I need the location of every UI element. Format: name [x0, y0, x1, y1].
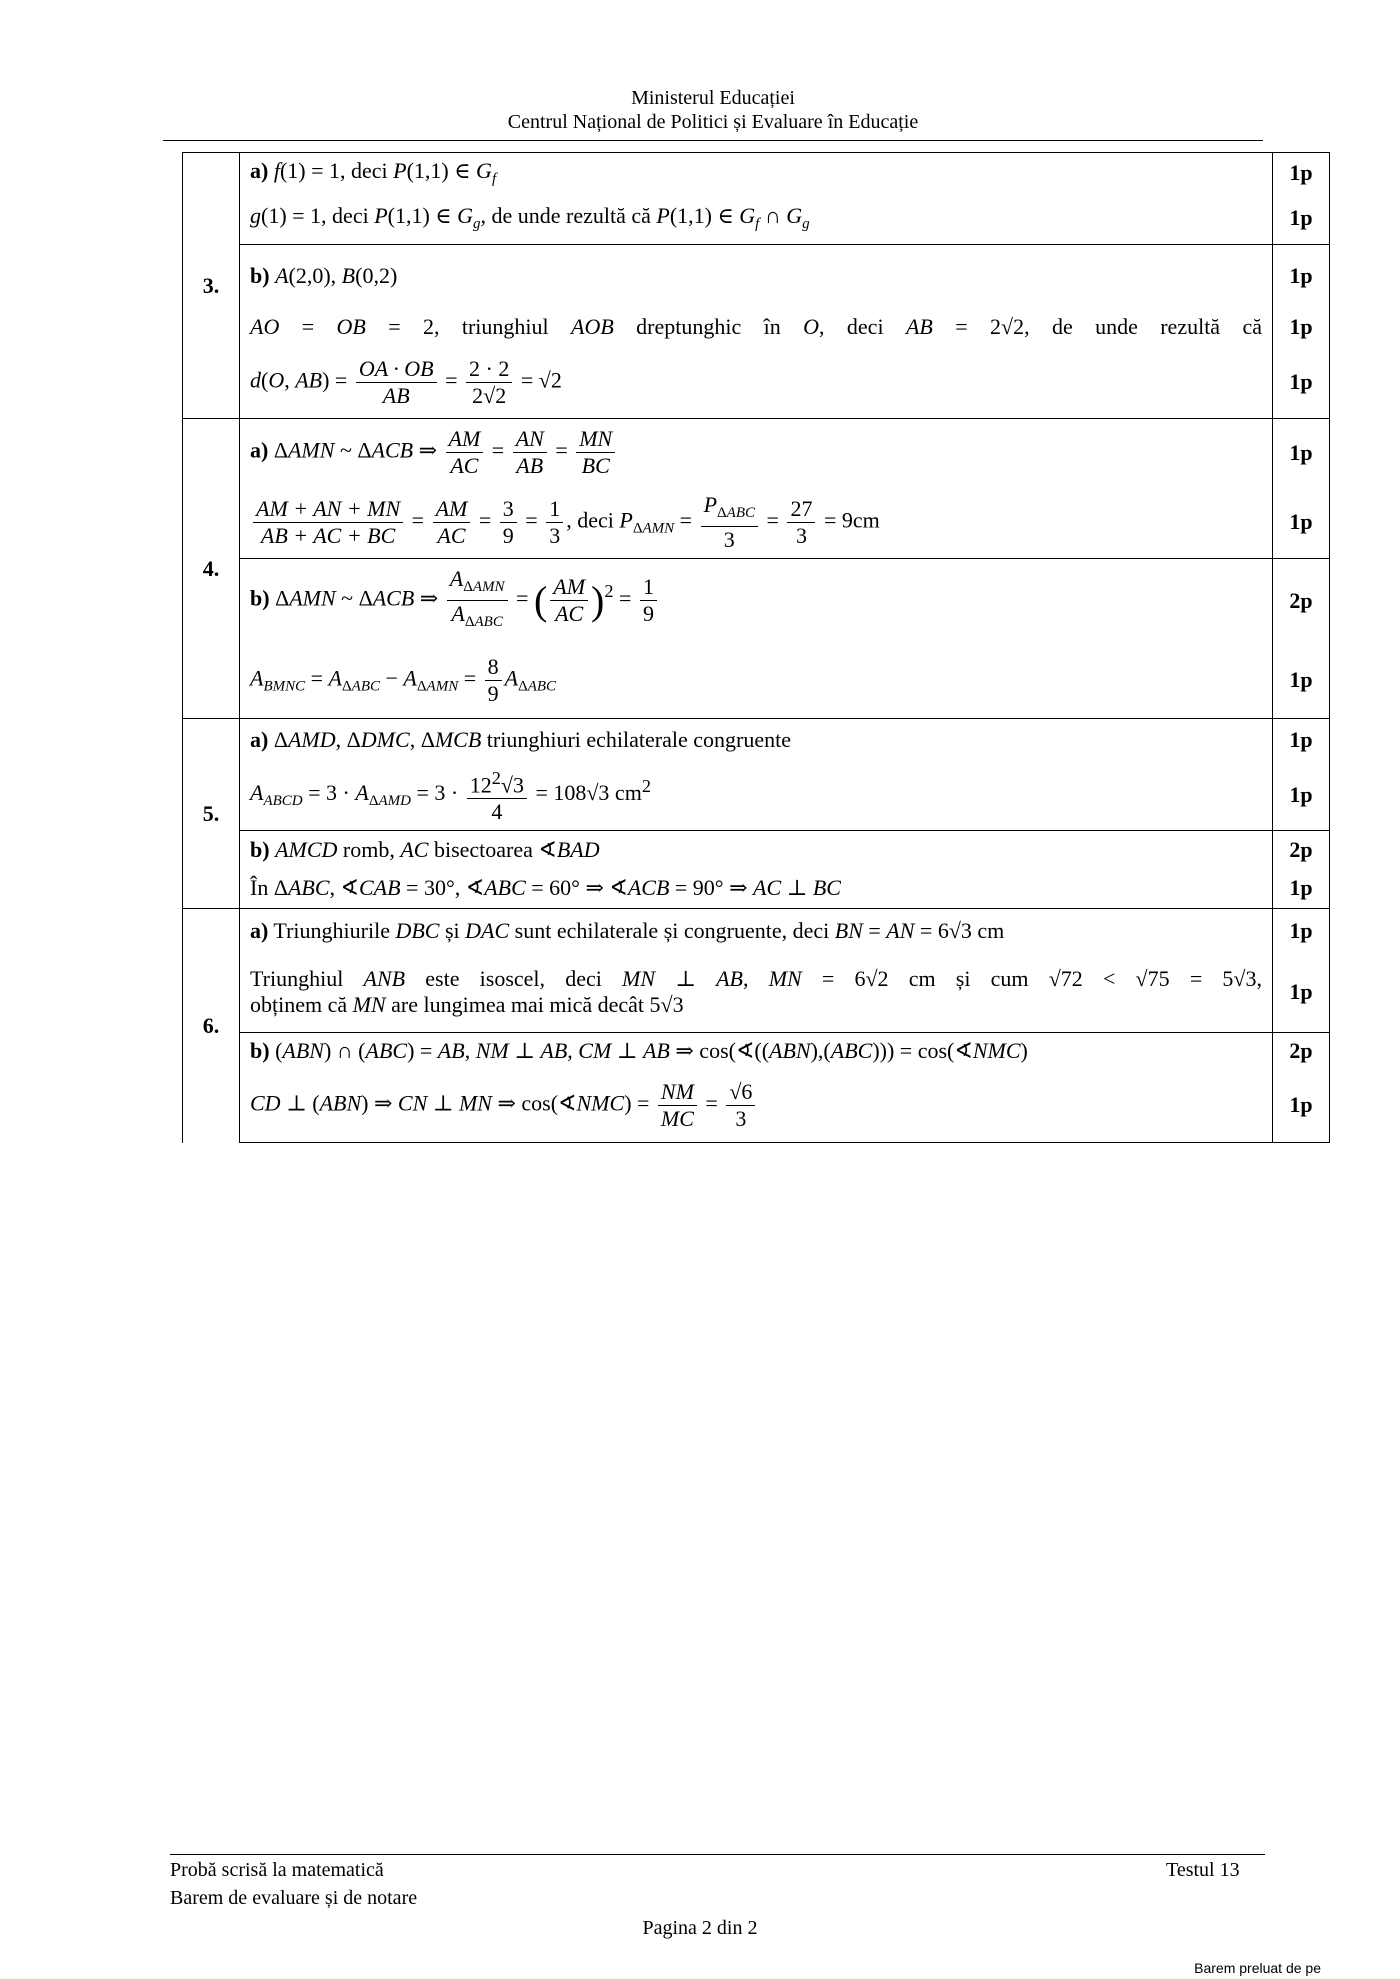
solution-step: b) AMCD romb, AC bisectoarea ∢BAD	[240, 831, 1273, 869]
solution-step: a) ΔAMN ~ ΔACB ⇒ $\frac{AM}{AC}$ = $\frac{AN}{AB}$ = $\frac{MN}{BC}$	[240, 419, 1273, 487]
points-cell: 1p	[1273, 643, 1330, 719]
table-row	[183, 347, 1330, 419]
points-cell: 1p	[1273, 193, 1330, 245]
points-cell: 1p	[1273, 719, 1330, 761]
item-number: 6.	[183, 909, 240, 1143]
solution-step: $A_{ABCD} = 3 \cdot A_{\Delta AMD} = 3$ · $\frac{12^2√3}{4}$ = 108√3 $cm^2$	[240, 761, 1273, 831]
page-number: Pagina 2 din 2	[642, 1917, 758, 1939]
source-credit: Barem preluat de pe	[1194, 1960, 1321, 1976]
item-number: 5.	[183, 719, 240, 909]
table-row	[183, 153, 1330, 193]
item-number: 3.	[183, 153, 240, 419]
solution-step: a) Triunghiurile DBC și DAC sunt echilaterale și congruente, deci BN = AN = 6√3 cm	[240, 909, 1273, 953]
table-row	[183, 909, 1330, 953]
solution-step: CD ⊥ (ABN) ⇒ CN ⊥ MN ⇒ cos(∢NMC) = $\frac{NM}{MC}$ = $\frac{√6}{3}$	[240, 1069, 1273, 1143]
points-cell: 1p	[1273, 487, 1330, 559]
table-row	[183, 719, 1330, 761]
table-row	[183, 193, 1330, 245]
table-row	[183, 761, 1330, 831]
grading-table	[182, 152, 1330, 1143]
barem-title: Barem de evaluare și de notare	[170, 1887, 418, 1909]
header-divider	[163, 140, 1263, 141]
test-number: Testul 13	[1166, 1859, 1240, 1881]
points-cell: 1p	[1273, 153, 1330, 193]
center-name: Centrul Național de Politici și Evaluare în Educație	[507, 111, 919, 133]
points-cell: 1p	[1273, 419, 1330, 487]
item-number: 4.	[183, 419, 240, 719]
table-row	[183, 487, 1330, 559]
solution-step: b) ΔAMN ~ ΔACB ⇒ $\frac{A_{\Delta AMN}}{A_{\Delta ABC}}$ = ( $\frac{AM}{AC}$ )$^2$ = $\frac{1}{9}$	[240, 559, 1273, 643]
table-row	[183, 1069, 1330, 1143]
table-row	[183, 831, 1330, 869]
points-cell: 1p	[1273, 953, 1330, 1033]
points-cell: 1p	[1273, 761, 1330, 831]
table-row	[183, 419, 1330, 487]
points-cell: 1p	[1273, 1069, 1330, 1143]
table-row	[183, 245, 1330, 307]
points-cell: 2p	[1273, 559, 1330, 643]
table-row	[183, 1033, 1330, 1069]
points-cell: 1p	[1273, 307, 1330, 347]
exam-name: Probă scrisă la matematică	[170, 1859, 384, 1881]
solution-step: AO = OB = 2, triunghiul AOB dreptunghic în O, deci AB = 2√2, de unde rezultă că	[240, 307, 1273, 347]
solution-step: $A_{BMNC} = A_{\Delta ABC} - A_{\Delta AMN}$ = $\frac{8}{9}$ $A_{\Delta ABC}$	[240, 643, 1273, 719]
solution-step: a) f(1) = 1, deci P(1,1) ∈ $G_f$	[240, 153, 1273, 193]
solution-step: $\frac{AM + AN + MN}{AB + AC + BC}$ = $\frac{AM}{AC}$ = $\frac{3}{9}$ = $\frac{1}{3}$ , deci $P_{\Delta AMN}$ = $\frac{P_{\Delta ABC}}{3}$ = $\frac{27}{3}$ = 9cm	[240, 487, 1273, 559]
table-row	[183, 643, 1330, 719]
solution-step: a) ΔAMD, ΔDMC, ΔMCB triunghiuri echilaterale congruente	[240, 719, 1273, 761]
solution-step: g(1) = 1, deci P(1,1) ∈ $G_g$, de unde rezultă că P(1,1) ∈ $G_f$ ∩ $G_g$	[240, 193, 1273, 245]
table-row	[183, 307, 1330, 347]
points-cell: 2p	[1273, 831, 1330, 869]
solution-step: b) (ABN) ∩ (ABC) = AB, NM ⊥ AB, CM ⊥ AB ⇒ cos(∢((ABN),(ABC))) = cos(∢NMC)	[240, 1033, 1273, 1069]
points-cell: 1p	[1273, 869, 1330, 909]
solution-step: d(O, AB) = $\frac{OA \cdot OB}{AB}$ = $\frac{2 \cdot 2}{2√2}$ = √2	[240, 347, 1273, 419]
points-cell: 1p	[1273, 909, 1330, 953]
footer-divider	[170, 1854, 1265, 1855]
points-cell: 1p	[1273, 347, 1330, 419]
solution-step: Triunghiul ANB este isoscel, deci MN ⊥ AB, MN = 6√2 cm și cum √72 < √75 = 5√3, obținem că MN are lungimea mai mică decât 5√3	[240, 953, 1273, 1033]
page-header	[163, 86, 1263, 134]
solution-step: În ΔABC, ∢CAB = 30°, ∢ABC = 60° ⇒ ∢ACB = 90° ⇒ AC ⊥ BC	[240, 869, 1273, 909]
table-row	[183, 559, 1330, 643]
table-row	[183, 953, 1330, 1033]
solution-step: b) A(2,0), B(0,2)	[240, 245, 1273, 307]
points-cell: 1p	[1273, 245, 1330, 307]
points-cell: 2p	[1273, 1033, 1330, 1069]
table-row	[183, 869, 1330, 909]
ministry-name: Ministerul Educației	[631, 87, 795, 109]
